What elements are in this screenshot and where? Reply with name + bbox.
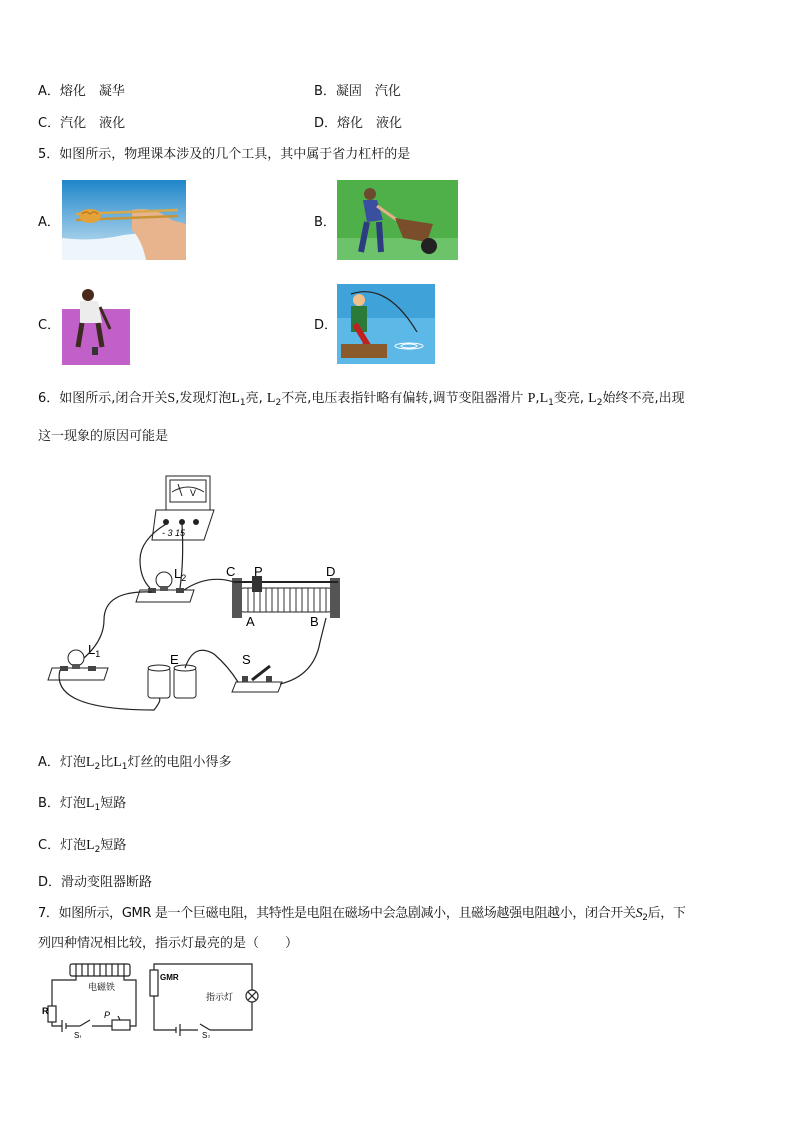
voltmeter-label: V (190, 488, 197, 498)
q4-option-a: A．熔化 凝华 (38, 84, 125, 99)
q5-option-b-label: B． (314, 215, 336, 230)
label-e: E (170, 652, 179, 667)
q7-stem-line1: 7．如图所示，GMR 是一个巨磁电阻，其特性是电阻在磁场中会急剧减小，且磁场越强电阻越小，闭合开关$S_2$后，下 (38, 906, 686, 923)
q7-stem-line2: 列四种情况相比较，指示灯最亮的是（ ） (38, 936, 299, 951)
q6-option-d: D．滑动变阻器断路 (38, 875, 153, 890)
q5-option-d-label: D． (314, 318, 338, 333)
chopsticks-picture (62, 180, 186, 260)
label-a: A (246, 614, 255, 629)
q4-option-d: D．熔化 液化 (314, 116, 403, 131)
q5-option-c-label: C． (38, 318, 61, 333)
label-electromagnet: 电磁铁 (88, 982, 116, 992)
label-s2: S₂ (202, 1031, 211, 1038)
label-l2: $L_2$ (174, 566, 187, 583)
badminton-picture (62, 285, 130, 365)
label-p: P (254, 564, 263, 579)
label-s: S (242, 652, 251, 667)
label-r: R (42, 1006, 49, 1016)
q5-stem: 5．如图所示，物理课本涉及的几个工具，其中属于省力杠杆的是 (38, 147, 411, 162)
q4-option-b: B．凝固 汽化 (314, 84, 401, 99)
wheelbarrow-picture (337, 180, 458, 260)
q6-stem-line1: 6．如图所示,闭合开关S,发现灯泡$L_1$亮, $L_2$不亮,电压表指针略有偏转,调节变阻器滑片 $P,L_1$变亮, $L_2$始终不亮,出现 (38, 391, 685, 408)
label-s1: S₁ (74, 1031, 83, 1038)
label-gmr: GMR (160, 973, 179, 982)
q6-circuit-diagram (44, 470, 364, 722)
q6-option-a: A．灯泡$L_2$比$L_1$灯丝的电阻小得多 (38, 755, 232, 772)
q7-circuit-diagram (40, 960, 266, 1038)
q6-stem-line2: 这一现象的原因可能是 (38, 429, 169, 444)
q4-option-c: C．汽化 液化 (38, 116, 126, 131)
label-d: D (326, 564, 336, 579)
voltmeter (152, 476, 214, 540)
label-b: B (310, 614, 319, 629)
q6-option-b: B．灯泡$L_1$短路 (38, 796, 127, 813)
switch-s (232, 666, 282, 692)
battery (148, 665, 196, 698)
fishing-picture (337, 284, 435, 364)
label-c: C (226, 564, 236, 579)
q5-option-a-label: A． (38, 215, 60, 230)
label-indicator-lamp: 指示灯 (206, 992, 234, 1002)
voltmeter-terminals: - 3 15 (162, 528, 186, 538)
label-p: P (104, 1010, 111, 1020)
rheostat (232, 576, 340, 618)
q6-option-c: C．灯泡$L_2$短路 (38, 838, 127, 855)
label-l1: $L_1$ (88, 642, 101, 659)
